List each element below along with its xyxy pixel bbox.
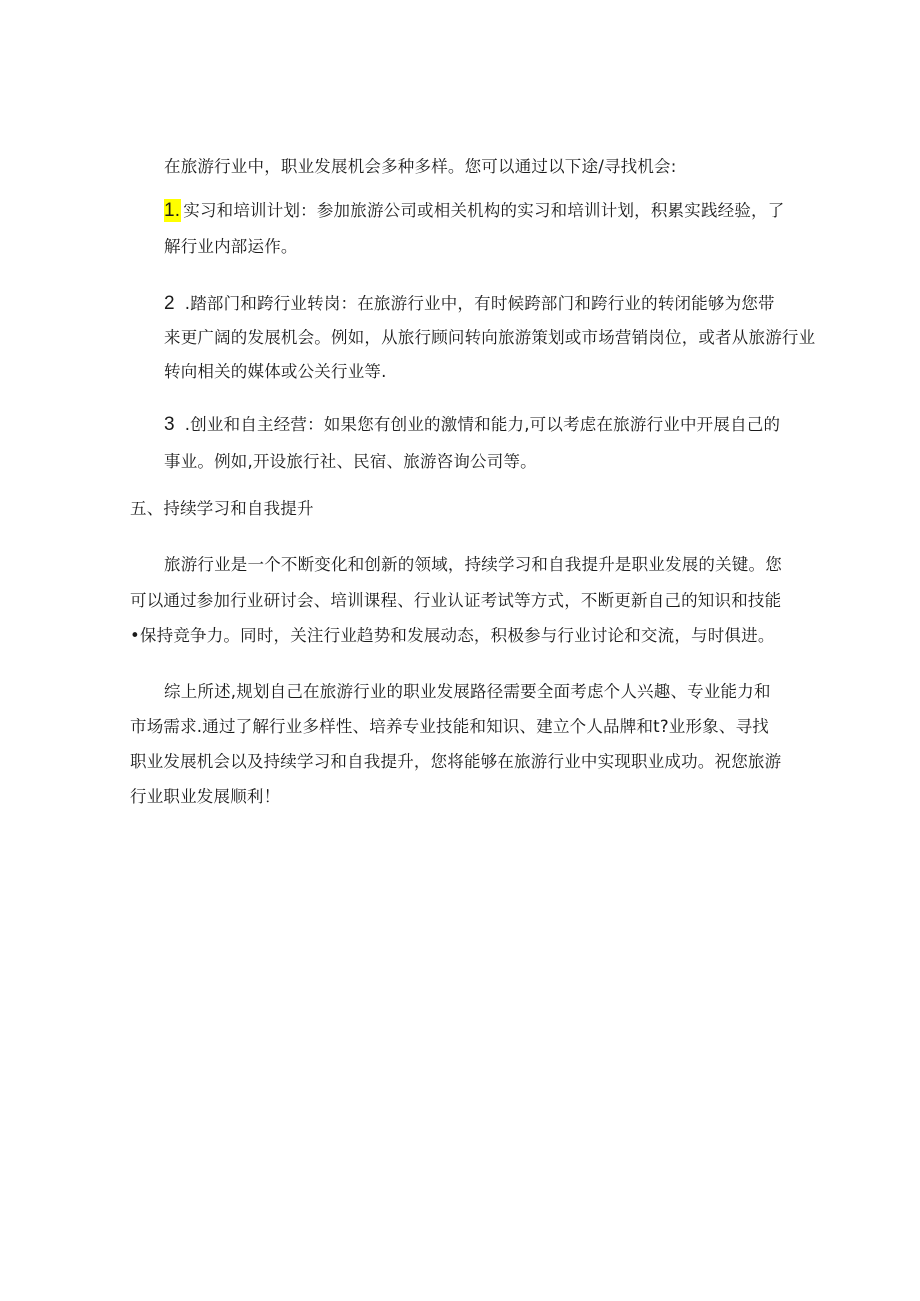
list-item-2-line-3: 转向相关的媒体或公关行业等. — [164, 362, 387, 381]
learning-paragraph-line-1: 旅游行业是一个不断变化和创新的领域，持续学习和自我提升是职业发展的关键。您 — [164, 555, 782, 574]
summary-paragraph-line-4: 行业职业发展顺利！ — [130, 787, 281, 806]
learning-paragraph-line-3: •保持竞争力。同时，关注行业趋势和发展动态，积极参与行业讨论和交流，与时俱进。 — [130, 626, 775, 645]
intro-paragraph: 在旅游行业中，职业发展机会多种多样。您可以通过以下途/寻找机会: — [164, 157, 677, 176]
list-number-3: 3 — [164, 414, 175, 435]
list-item-2-text-1: .踏部门和跨行业转岗：在旅游行业中，有时候跨部门和跨行业的转闭能够为您带 — [184, 294, 775, 313]
list-item-1-line-1 — [164, 200, 804, 222]
summary-paragraph-line-2: 市场需求.通过了解行业多样性、培养专业技能和知识、建立个人品牌和t?业形象、寻找 — [130, 717, 769, 736]
list-item-3-line-1 — [164, 414, 804, 436]
list-item-2-line-2: 来更广阔的发展机会。例如，从旅行顾问转向旅游策划或市场营销岗位，或者从旅游行业 — [164, 328, 816, 347]
list-item-1-text-1: 实习和培训计划：参加旅游公司或相关机构的实习和培训计划，积累实践经验，了 — [183, 201, 785, 220]
summary-paragraph-line-3: 职业发展机会以及持续学习和自我提升，您将能够在旅游行业中实现职业成功。祝您旅游 — [130, 752, 782, 771]
list-item-2-line-1 — [164, 293, 804, 315]
learning-paragraph-line-2: 可以通过参加行业研讨会、培训课程、行业认证考试等方式，不断更新自己的知识和技能 — [130, 591, 782, 610]
section-heading: 五、持续学习和自我提升 — [130, 499, 314, 518]
summary-paragraph-line-1: 综上所述,规划自己在旅游行业的职业发展路径需要全面考虑个人兴趣、专业能力和 — [164, 682, 771, 701]
list-number-1: 1. — [164, 200, 181, 221]
list-item-3-line-2: 事业。例如,开设旅行社、民宿、旅游咨询公司等。 — [164, 452, 537, 471]
list-item-3-text-1: .创业和自主经营：如果您有创业的激情和能力,可以考虑在旅游行业中开展自己的 — [184, 415, 781, 434]
list-number-2: 2 — [164, 293, 175, 314]
list-item-1-line-2: 解行业内部运作。 — [164, 237, 298, 256]
